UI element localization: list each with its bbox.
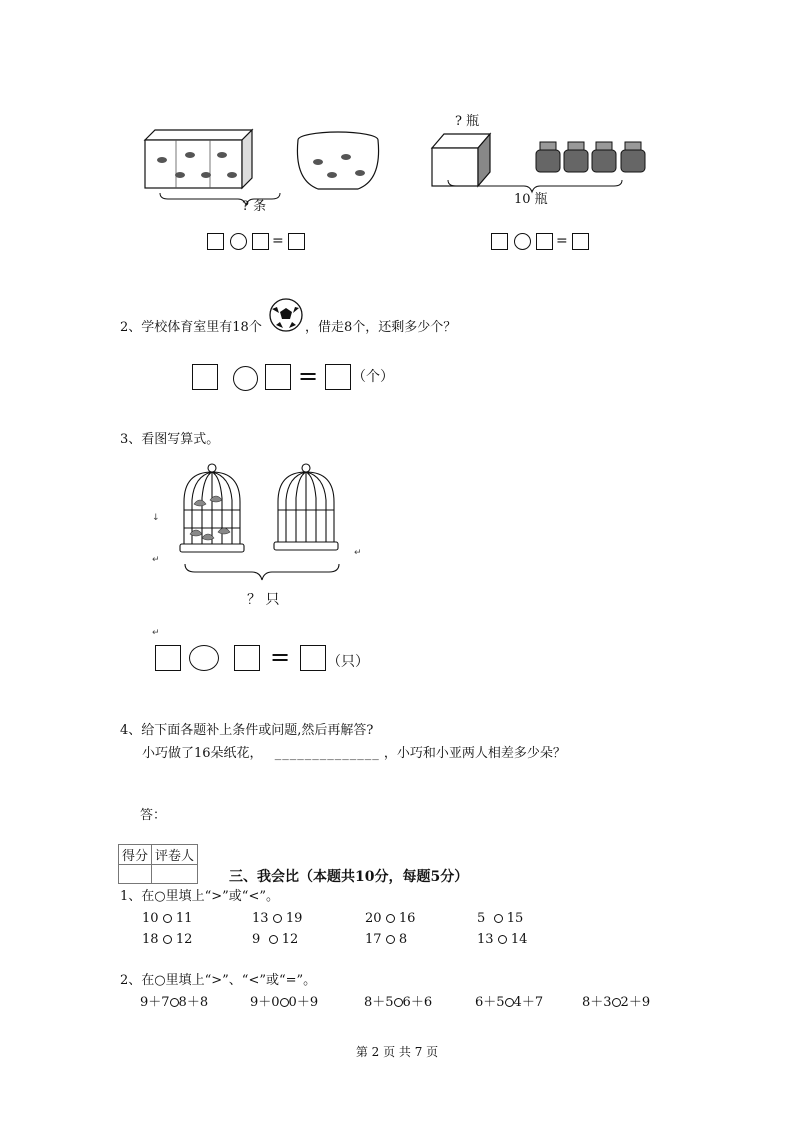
q3-text: 3、看图写算式。	[120, 432, 220, 447]
answer-box[interactable]	[491, 233, 508, 250]
score-cell[interactable]	[119, 865, 152, 884]
compare-item: 13 19	[252, 911, 303, 926]
q4-text: 4、给下面各题补上条件或问题,然后再解答?	[120, 723, 374, 738]
answer-box[interactable]	[155, 645, 181, 671]
equal-sign: =	[556, 233, 568, 249]
answer-box[interactable]	[207, 233, 224, 250]
compare-item: 17 8	[365, 932, 408, 947]
answer-box[interactable]	[265, 364, 291, 390]
bird-cages	[172, 462, 352, 562]
compare-circle[interactable]	[280, 998, 289, 1007]
compare-circle[interactable]	[170, 998, 179, 1007]
compare-circle[interactable]	[505, 998, 514, 1007]
bottle-question-label: ? 瓶	[455, 114, 480, 129]
operator-circle[interactable]	[514, 233, 531, 250]
compare-expr: 8＋5 6＋6	[364, 995, 433, 1010]
equal-sign: =	[270, 643, 291, 671]
q2-text-after: ，借走8个，还剩多少个？	[305, 320, 457, 335]
equal-sign: =	[298, 362, 319, 390]
score-header: 得分	[119, 845, 152, 865]
q2-text-before: 2、学校体育室里有18个	[120, 320, 262, 335]
compare-circle[interactable]	[269, 935, 278, 944]
answer-box[interactable]	[192, 364, 218, 390]
compare-circle[interactable]	[498, 935, 507, 944]
q3-unit: （只）	[327, 654, 369, 670]
answer-box[interactable]	[252, 233, 269, 250]
grader-cell[interactable]	[152, 865, 198, 884]
compare-circle[interactable]	[494, 914, 503, 923]
soccer-ball-icon	[268, 297, 304, 333]
score-table	[118, 844, 198, 884]
fish-bowl	[280, 125, 380, 205]
compare-circle[interactable]	[612, 998, 621, 1007]
q4-condition: 小巧做了16朵纸花，	[142, 746, 263, 761]
compare-item: 13 14	[477, 932, 528, 947]
compare-item: 5 15	[477, 911, 524, 926]
compare-item: 20 16	[365, 911, 416, 926]
q4-line	[142, 746, 566, 762]
answer-box[interactable]	[536, 233, 553, 250]
compare-circle[interactable]	[394, 998, 403, 1007]
operator-circle[interactable]	[230, 233, 247, 250]
bottle-total-label: 10 瓶	[514, 192, 548, 207]
brace	[182, 562, 342, 584]
compare-expr: 8＋3 2＋9	[582, 995, 651, 1010]
compare-circle[interactable]	[163, 914, 172, 923]
grader-header: 评卷人	[152, 845, 198, 865]
q4-answer-label: 答：	[140, 808, 167, 823]
answer-box[interactable]	[325, 364, 351, 390]
q2-unit: （个）	[352, 369, 394, 385]
s3-q2-text: 2、在○里填上“>”、“<”或“=”。	[120, 973, 317, 988]
q3-brace-label: ？ 只	[247, 592, 280, 608]
compare-item: 18 12	[142, 932, 193, 947]
q4-question: ，小巧和小亚两人相差多少朵？	[383, 746, 566, 761]
compare-circle[interactable]	[386, 935, 395, 944]
compare-circle[interactable]	[273, 914, 282, 923]
equal-sign: =	[272, 233, 284, 249]
answer-box[interactable]	[288, 233, 305, 250]
answer-box[interactable]	[300, 645, 326, 671]
compare-circle[interactable]	[386, 914, 395, 923]
compare-expr: 9＋0 0＋9	[250, 995, 319, 1010]
fish-question-label: ? 条	[242, 199, 267, 214]
operator-circle[interactable]	[233, 366, 258, 391]
compare-item: 10 11	[142, 911, 193, 926]
answer-box[interactable]	[234, 645, 260, 671]
compare-item: 9 12	[252, 932, 299, 947]
compare-circle[interactable]	[163, 935, 172, 944]
compare-expr: 9＋7 8＋8	[140, 995, 209, 1010]
s3-q1-text: 1、在○里填上“>”或“<”。	[120, 889, 279, 904]
q4-blank[interactable]: ______________	[274, 746, 380, 761]
page-number: 第 2 页 共 7 页	[355, 1045, 439, 1059]
answer-box[interactable]	[572, 233, 589, 250]
operator-circle[interactable]	[189, 645, 219, 671]
section3-title: 三、我会比（本题共10分，每题5分）	[229, 869, 469, 885]
compare-expr: 6＋5 4＋7	[475, 995, 544, 1010]
